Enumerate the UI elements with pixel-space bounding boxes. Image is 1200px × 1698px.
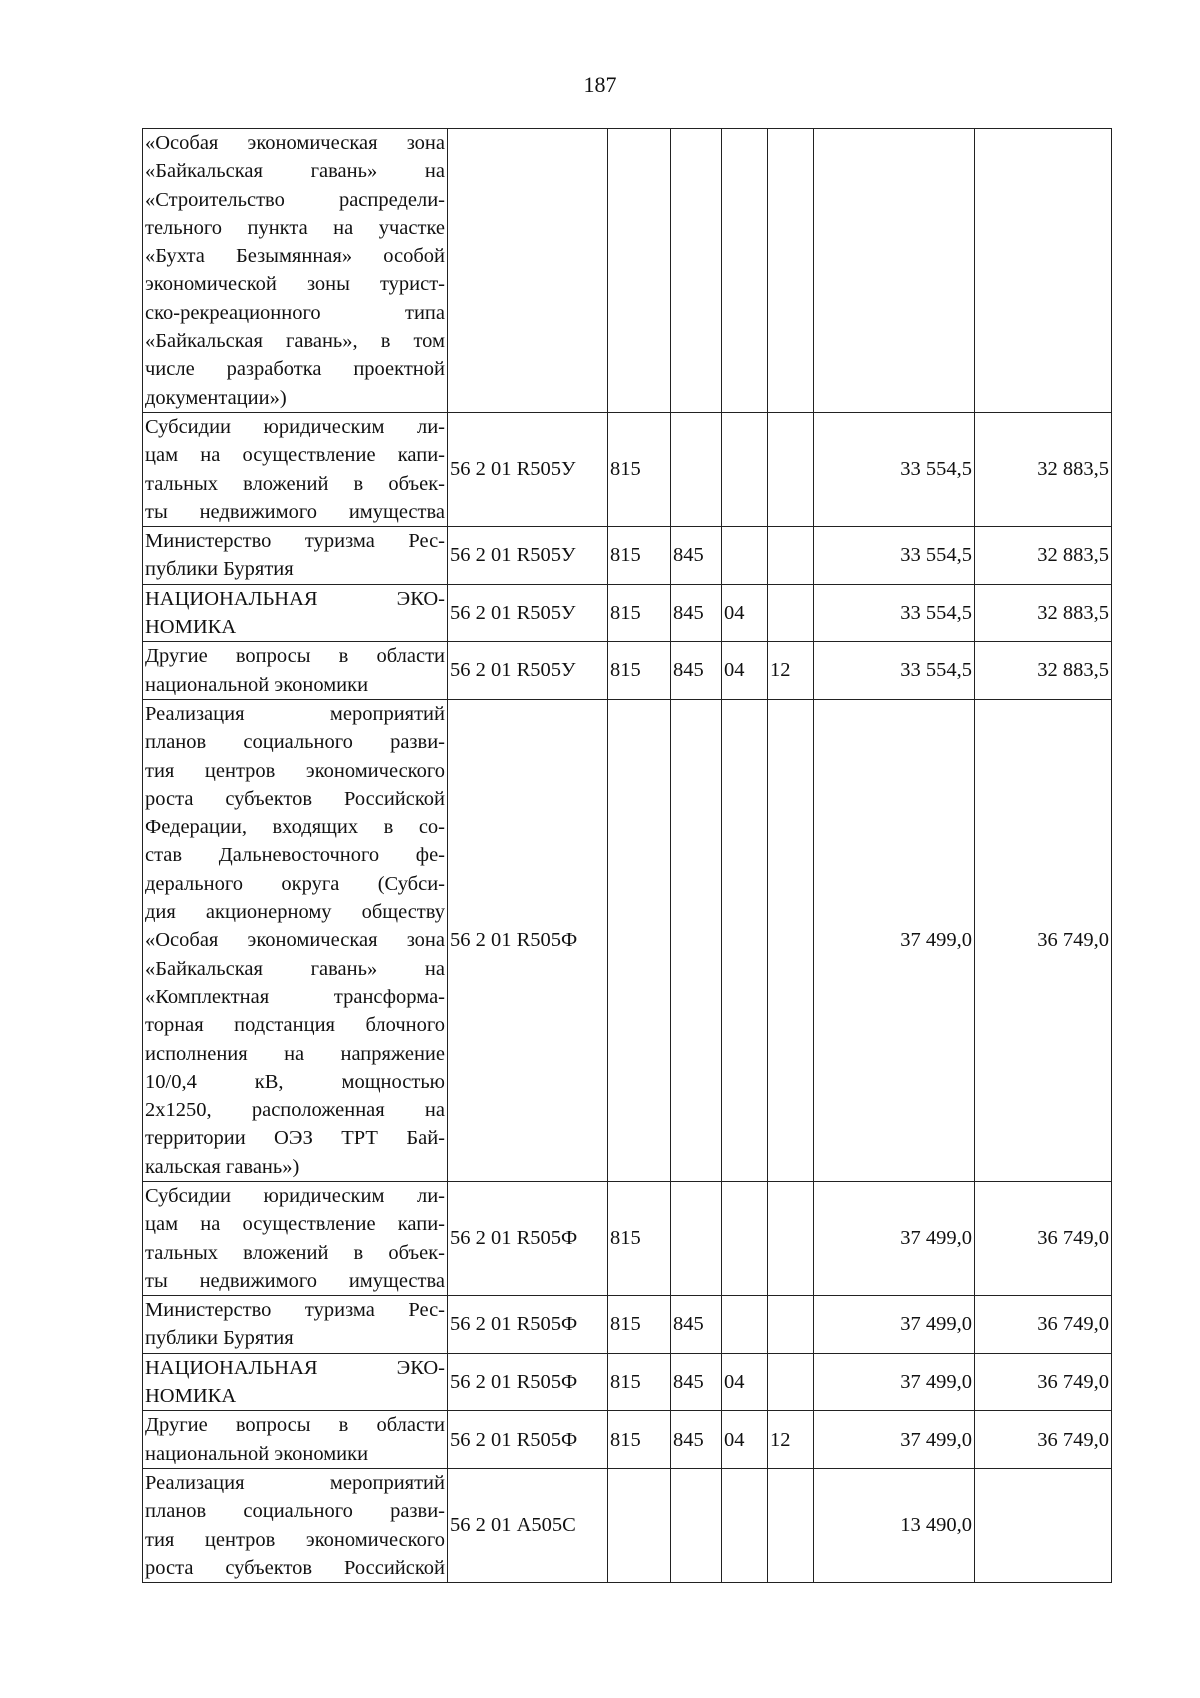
expense-type-cell <box>768 584 814 642</box>
target-article-cell: 56 2 01 R505Ф <box>448 1353 608 1411</box>
table-row <box>143 129 1112 413</box>
target-article-cell: 56 2 01 R505Ф <box>448 1181 608 1295</box>
amount-year2-cell: 36 749,0 <box>975 1353 1112 1411</box>
target-article-cell: 56 2 01 R505У <box>448 642 608 700</box>
item-name-line: дерального округа (Субси- <box>145 872 445 895</box>
item-name-line: публики Бурятия <box>145 558 294 581</box>
item-name-line: дия акционерному обществу <box>145 901 445 924</box>
amount-year2-cell: 32 883,5 <box>975 642 1112 700</box>
subsection-code-cell: 04 <box>722 584 768 642</box>
target-article-cell: 56 2 01 А505С <box>448 1468 608 1582</box>
item-name-line: публики Бурятия <box>145 1327 294 1350</box>
expense-type-cell <box>768 699 814 1181</box>
item-name-line: Реализация мероприятий <box>145 1471 445 1494</box>
section-code-cell: 845 <box>671 642 722 700</box>
item-name-line: цам на осуществление капи- <box>145 1213 445 1236</box>
section-code-cell <box>671 412 722 526</box>
amount-year1-cell <box>814 129 975 413</box>
expense-type-cell: 12 <box>768 642 814 700</box>
section-code-cell: 845 <box>671 527 722 585</box>
item-name-line: «Байкальская гавань» на <box>145 957 445 980</box>
table-row <box>143 1468 1112 1582</box>
item-name-line: НОМИКА <box>145 616 237 639</box>
amount-year2-cell: 36 749,0 <box>975 1296 1112 1354</box>
expense-type-cell <box>768 527 814 585</box>
item-name-line: планов социального разви- <box>145 1500 445 1523</box>
amount-year1-cell: 37 499,0 <box>814 1296 975 1354</box>
item-name-line: ты недвижимого имущества <box>145 500 445 523</box>
subsection-code-cell <box>722 412 768 526</box>
item-name-line: территории ОЭЗ ТРТ Бай- <box>145 1127 445 1150</box>
amount-year1-cell: 33 554,5 <box>814 584 975 642</box>
section-code-cell <box>671 129 722 413</box>
item-name-line: роста субъектов Российской <box>145 1556 445 1579</box>
section-code-cell <box>671 699 722 1181</box>
target-article-cell: 56 2 01 R505У <box>448 527 608 585</box>
target-article-cell <box>448 129 608 413</box>
item-name-cell <box>143 1411 448 1469</box>
section-code-cell: 845 <box>671 1411 722 1469</box>
ministry-code-cell <box>608 129 671 413</box>
item-name-line: «Особая экономическая зона <box>145 929 445 952</box>
ministry-code-cell: 815 <box>608 527 671 585</box>
item-name-line: ско-рекреационного типа <box>145 301 445 324</box>
item-name-line: Другие вопросы в области <box>145 1414 445 1437</box>
amount-year1-cell: 33 554,5 <box>814 412 975 526</box>
item-name-line: «Строительство распредели- <box>145 188 445 211</box>
item-name-line: национальной экономики <box>145 1442 369 1465</box>
item-name-line: НАЦИОНАЛЬНАЯ ЭКО- <box>145 1356 445 1379</box>
item-name-line: национальной экономики <box>145 673 369 696</box>
section-code-cell: 845 <box>671 1296 722 1354</box>
table-row <box>143 1411 1112 1469</box>
target-article-cell: 56 2 01 R505У <box>448 584 608 642</box>
table-row <box>143 1181 1112 1295</box>
item-name-line: кальская гавань») <box>145 1155 300 1178</box>
item-name-line: Министерство туризма Рес- <box>145 1299 445 1322</box>
amount-year1-cell: 37 499,0 <box>814 1353 975 1411</box>
item-name-line: Реализация мероприятий <box>145 702 445 725</box>
ministry-code-cell: 815 <box>608 1181 671 1295</box>
expense-type-cell <box>768 129 814 413</box>
item-name-cell <box>143 129 448 413</box>
item-name-line: «Бухта Безымянная» особой <box>145 245 445 268</box>
item-name-line: «Особая экономическая зона <box>145 132 445 154</box>
subsection-code-cell <box>722 1181 768 1295</box>
item-name-cell <box>143 1468 448 1582</box>
amount-year1-cell: 37 499,0 <box>814 699 975 1181</box>
table-row <box>143 1296 1112 1354</box>
item-name-line: Министерство туризма Рес- <box>145 530 445 553</box>
ministry-code-cell <box>608 699 671 1181</box>
table-row <box>143 699 1112 1181</box>
item-name-line: роста субъектов Российской <box>145 787 445 810</box>
ministry-code-cell: 815 <box>608 1353 671 1411</box>
subsection-code-cell: 04 <box>722 1411 768 1469</box>
item-name-cell <box>143 642 448 700</box>
item-name-line: 10/0,4 кВ, мощностью <box>145 1070 445 1093</box>
amount-year2-cell <box>975 1468 1112 1582</box>
item-name-line: Субсидии юридическим ли- <box>145 1184 445 1207</box>
item-name-line: «Байкальская гавань» на <box>145 160 445 183</box>
ministry-code-cell: 815 <box>608 584 671 642</box>
item-name-line: торная подстанция блочного <box>145 1014 445 1037</box>
subsection-code-cell <box>722 129 768 413</box>
item-name-cell <box>143 584 448 642</box>
item-name-line: Субсидии юридическим ли- <box>145 415 445 438</box>
item-name-cell <box>143 527 448 585</box>
target-article-cell: 56 2 01 R505У <box>448 412 608 526</box>
item-name-line: Федерации, входящих в со- <box>145 816 445 839</box>
expense-type-cell <box>768 1353 814 1411</box>
item-name-line: тия центров экономического <box>145 759 445 782</box>
item-name-line: тальных вложений в объек- <box>145 1241 445 1264</box>
amount-year1-cell: 37 499,0 <box>814 1411 975 1469</box>
section-code-cell <box>671 1468 722 1582</box>
target-article-cell: 56 2 01 R505Ф <box>448 1296 608 1354</box>
amount-year2-cell: 36 749,0 <box>975 1181 1112 1295</box>
subsection-code-cell <box>722 527 768 585</box>
table-row <box>143 642 1112 700</box>
item-name-line: тельного пункта на участке <box>145 216 445 239</box>
budget-table <box>142 128 1112 1583</box>
item-name-cell <box>143 1353 448 1411</box>
item-name-line: тальных вложений в объек- <box>145 472 445 495</box>
expense-type-cell: 12 <box>768 1411 814 1469</box>
table-row <box>143 412 1112 526</box>
item-name-line: планов социального разви- <box>145 731 445 754</box>
amount-year1-cell: 13 490,0 <box>814 1468 975 1582</box>
target-article-cell: 56 2 01 R505Ф <box>448 1411 608 1469</box>
item-name-line: 2х1250, расположенная на <box>145 1099 445 1122</box>
section-code-cell: 845 <box>671 1353 722 1411</box>
item-name-line: Другие вопросы в области <box>145 645 445 668</box>
item-name-line: документации») <box>145 386 287 409</box>
table-row <box>143 1353 1112 1411</box>
amount-year2-cell: 36 749,0 <box>975 699 1112 1181</box>
amount-year2-cell: 36 749,0 <box>975 1411 1112 1469</box>
table-row <box>143 527 1112 585</box>
ministry-code-cell: 815 <box>608 1411 671 1469</box>
ministry-code-cell <box>608 1468 671 1582</box>
expense-type-cell <box>768 1181 814 1295</box>
amount-year2-cell: 32 883,5 <box>975 584 1112 642</box>
section-code-cell <box>671 1181 722 1295</box>
subsection-code-cell: 04 <box>722 642 768 700</box>
target-article-cell: 56 2 01 R505Ф <box>448 699 608 1181</box>
amount-year1-cell: 37 499,0 <box>814 1181 975 1295</box>
item-name-line: ты недвижимого имущества <box>145 1269 445 1292</box>
ministry-code-cell: 815 <box>608 1296 671 1354</box>
item-name-line: «Байкальская гавань», в том <box>145 330 445 353</box>
page-number: 187 <box>583 72 617 97</box>
item-name-line: НАЦИОНАЛЬНАЯ ЭКО- <box>145 587 445 610</box>
expense-type-cell <box>768 1468 814 1582</box>
amount-year2-cell: 32 883,5 <box>975 412 1112 526</box>
amount-year2-cell: 32 883,5 <box>975 527 1112 585</box>
subsection-code-cell <box>722 699 768 1181</box>
item-name-cell <box>143 1296 448 1354</box>
item-name-line: числе разработка проектной <box>145 358 445 381</box>
item-name-cell <box>143 412 448 526</box>
amount-year2-cell <box>975 129 1112 413</box>
table-row <box>143 584 1112 642</box>
table-body <box>143 129 1112 1583</box>
item-name-line: исполнения на напряжение <box>145 1042 445 1065</box>
subsection-code-cell <box>722 1468 768 1582</box>
expense-type-cell <box>768 412 814 526</box>
item-name-line: НОМИКА <box>145 1385 237 1408</box>
subsection-code-cell: 04 <box>722 1353 768 1411</box>
ministry-code-cell: 815 <box>608 412 671 526</box>
item-name-line: экономической зоны турист- <box>145 273 445 296</box>
section-code-cell: 845 <box>671 584 722 642</box>
item-name-line: «Комплектная трансформа- <box>145 985 445 1008</box>
amount-year1-cell: 33 554,5 <box>814 527 975 585</box>
ministry-code-cell: 815 <box>608 642 671 700</box>
item-name-cell <box>143 1181 448 1295</box>
amount-year1-cell: 33 554,5 <box>814 642 975 700</box>
item-name-line: став Дальневосточного фе- <box>145 844 445 867</box>
expense-type-cell <box>768 1296 814 1354</box>
item-name-line: тия центров экономического <box>145 1528 445 1551</box>
subsection-code-cell <box>722 1296 768 1354</box>
item-name-line: цам на осуществление капи- <box>145 444 445 467</box>
item-name-cell <box>143 699 448 1181</box>
